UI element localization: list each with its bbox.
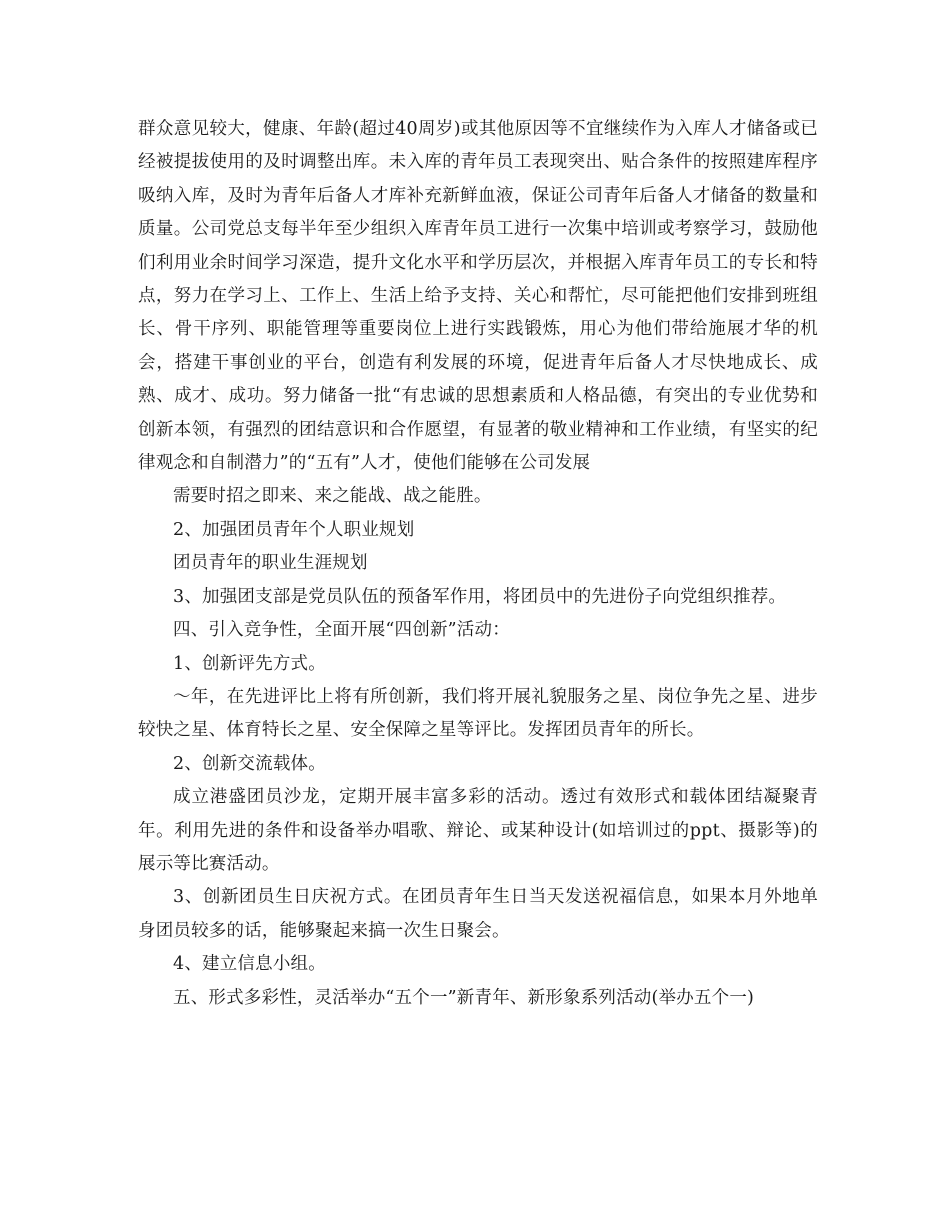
paragraph-10: 成立港盛团员沙龙，定期开展丰富多彩的活动。透过有效形式和载体团结凝聚青年。利用先进的条件和设备举办唱歌、辩论、或某种设计(如培训过的ppt、摄影等)的展示等比赛活动。 bbox=[138, 787, 818, 874]
document-body bbox=[138, 113, 818, 1015]
paragraph-7: 1、创新评先方式。 bbox=[173, 653, 326, 674]
paragraph-8: ～年，在先进评比上将有所创新，我们将开展礼貌服务之星、岗位争先之星、进步较快之星、体育特长之星、安全保障之星等评比。发挥团员青年的所长。 bbox=[138, 686, 818, 741]
paragraph-3: 2、加强团员青年个人职业规划 bbox=[173, 519, 415, 540]
paragraph-9: 2、创新交流载体。 bbox=[173, 753, 326, 774]
paragraph-11: 3、创新团员生日庆祝方式。在团员青年生日当天发送祝福信息，如果本月外地单身团员较多的话，能够聚起来搞一次生日聚会。 bbox=[138, 887, 818, 941]
paragraph-5: 3、加强团支部是党员队伍的预备军作用，将团员中的先进份子向党组织推荐。 bbox=[173, 586, 787, 607]
paragraph-12: 4、建立信息小组。 bbox=[173, 954, 326, 975]
paragraph-13: 五、形式多彩性，灵活举办“五个一”新青年、新形象系列活动(举办五个一) bbox=[173, 987, 755, 1008]
paragraph-2: 需要时招之即来、来之能战、战之能胜。 bbox=[173, 486, 492, 507]
paragraph-1: 群众意见较大，健康、年龄(超过40周岁)或其他原因等不宜继续作为入库人才储备或已经被提拔使用的及时调整出库。未入库的青年员工表现突出、贴合条件的按照建库程序吸纳入库，及时为青年后备人才库补充新鲜血液，保证公司青年后备人才储备的数量和质量。公司党总支每半年至少组织入库青年员工进行一次集中培训或考察学习，鼓励他们利用业余时间学习深造，提升文化水平和学历层次，并根据入库青年员工的专长和特点，努力在学习上、工作上、生活上给予支持、关心和帮忙，尽可能把他们安排到班组长、骨干序列、职能管理等重要岗位上进行实践锻炼，用心为他们带给施展才华的机会，搭建干事创业的平台，创造有利发展的环境，促进青年后备人才尽快地成长、成熟、成才、成功。努力储备一批“有忠诚的思想素质和人格品德，有突出的专业优势和创新本领，有强烈的团结意识和合作愿望，有显著的敬业精神和工作业绩，有坚实的纪律观念和自制潜力”的“五有”人才，使他们能够在公司发展 bbox=[138, 119, 818, 474]
paragraph-4: 团员青年的职业生涯规划 bbox=[173, 553, 368, 574]
paragraph-6: 四、引入竞争性，全面开展“四创新”活动： bbox=[173, 620, 510, 641]
